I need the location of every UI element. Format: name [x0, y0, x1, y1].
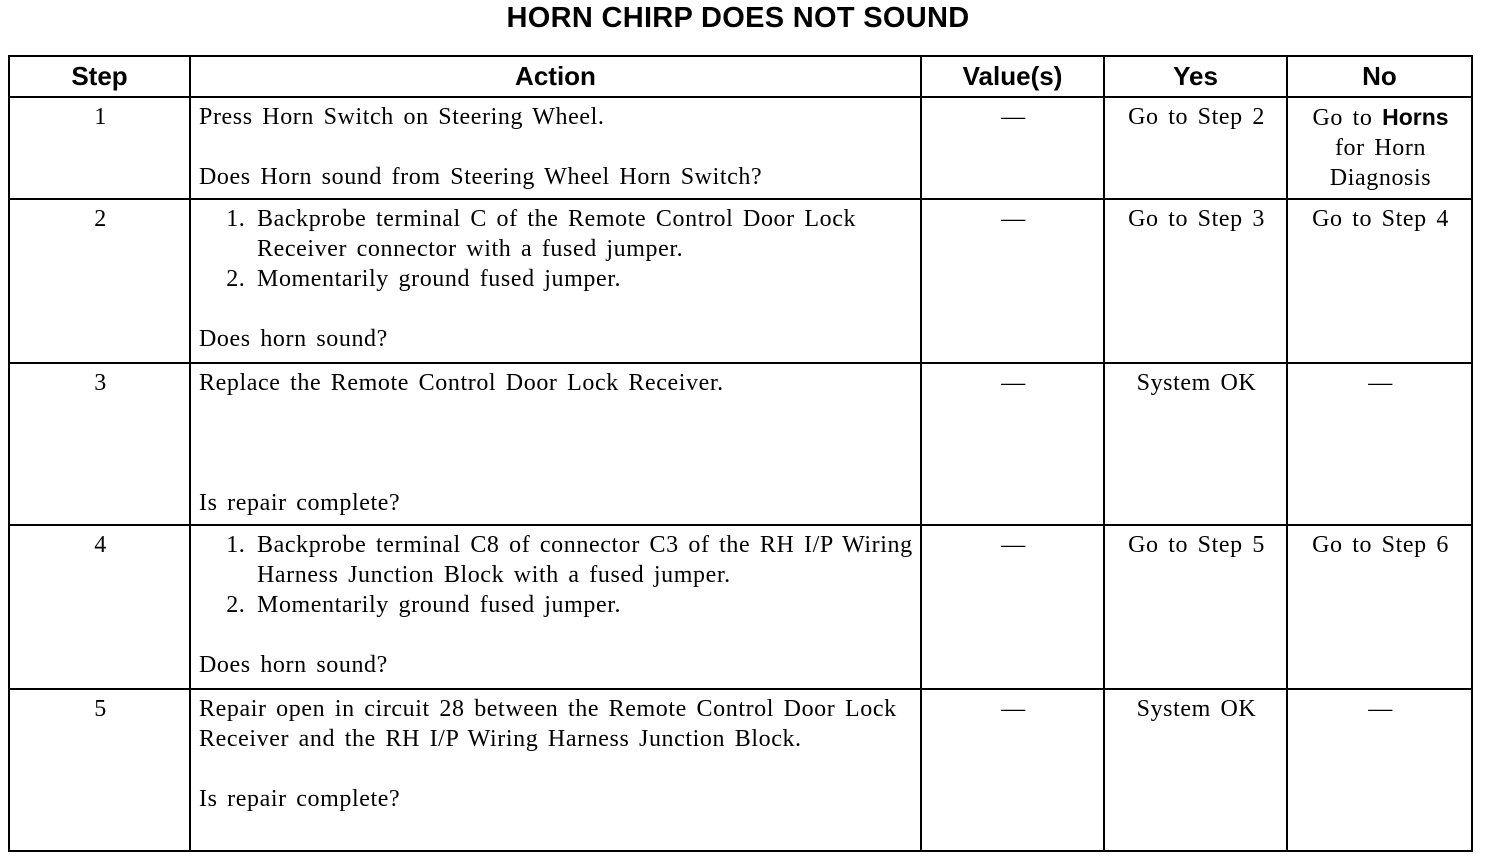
value-cell: — — [921, 525, 1104, 689]
no-suffix-line1: for Horn — [1334, 135, 1427, 161]
action-text: Repair open in circuit 28 between the Remote Control Door Lock Receiver and the RH I/P Wiring Harness Junction Block. — [199, 696, 897, 752]
action-cell — [190, 689, 921, 851]
no-cell: Go to Step 4 — [1287, 199, 1472, 363]
header-step: Step — [9, 56, 190, 97]
yes-cell: System OK — [1104, 363, 1287, 525]
action-step-item: 1. Backprobe terminal C of the Remote Control Door Lock Receiver connector with a fused jumper. — [255, 204, 914, 264]
action-question: Does horn sound? — [199, 652, 388, 678]
action-text: Replace the Remote Control Door Lock Receiver. — [199, 370, 724, 396]
action-question: Is repair complete? — [199, 490, 401, 516]
table-row — [9, 525, 1472, 689]
action-step-item: 2. Momentarily ground fused jumper. — [255, 590, 914, 620]
action-question: Is repair complete? — [199, 786, 401, 812]
step-number: 3 — [9, 363, 190, 525]
no-prefix: Go to — [1312, 105, 1373, 131]
no-cell — [1287, 97, 1472, 199]
action-step-item: 2. Momentarily ground fused jumper. — [255, 264, 914, 294]
header-no: No — [1287, 56, 1472, 97]
yes-cell: Go to Step 3 — [1104, 199, 1287, 363]
value-cell: — — [921, 199, 1104, 363]
value-cell: — — [921, 363, 1104, 525]
step-number: 4 — [9, 525, 190, 689]
action-text: Press Horn Switch on Steering Wheel. — [199, 104, 605, 130]
action-cell — [190, 363, 921, 525]
step-number: 5 — [9, 689, 190, 851]
table-row — [9, 363, 1472, 525]
yes-cell: System OK — [1104, 689, 1287, 851]
yes-cell: Go to Step 2 — [1104, 97, 1287, 199]
action-cell — [190, 199, 921, 363]
document-title: HORN CHIRP DOES NOT SOUND — [506, 2, 970, 34]
header-action: Action — [190, 56, 921, 97]
table-row — [9, 199, 1472, 363]
value-cell: — — [921, 689, 1104, 851]
table-row — [9, 97, 1472, 199]
step-number: 1 — [9, 97, 190, 199]
no-cell: — — [1287, 363, 1472, 525]
action-cell — [190, 525, 921, 689]
action-cell — [190, 97, 921, 199]
action-steps-list — [199, 530, 914, 620]
yes-cell: Go to Step 5 — [1104, 525, 1287, 689]
table-row — [9, 689, 1472, 851]
action-steps-list — [199, 204, 914, 294]
value-cell: — — [921, 97, 1104, 199]
action-question: Does horn sound? — [199, 326, 388, 352]
action-step-item: 1. Backprobe terminal C8 of connector C3 of the RH I/P Wiring Harness Junction Block with a fused jumper. — [255, 530, 914, 590]
header-values: Value(s) — [921, 56, 1104, 97]
step-number: 2 — [9, 199, 190, 363]
no-cell: — — [1287, 689, 1472, 851]
no-suffix-line2: Diagnosis — [1329, 165, 1432, 191]
header-yes: Yes — [1104, 56, 1287, 97]
table-header-row — [9, 56, 1472, 97]
action-question: Does Horn sound from Steering Wheel Horn Switch? — [199, 164, 763, 190]
diagnostic-table — [8, 55, 1473, 852]
horns-reference: Horns — [1382, 104, 1449, 130]
no-cell: Go to Step 6 — [1287, 525, 1472, 689]
